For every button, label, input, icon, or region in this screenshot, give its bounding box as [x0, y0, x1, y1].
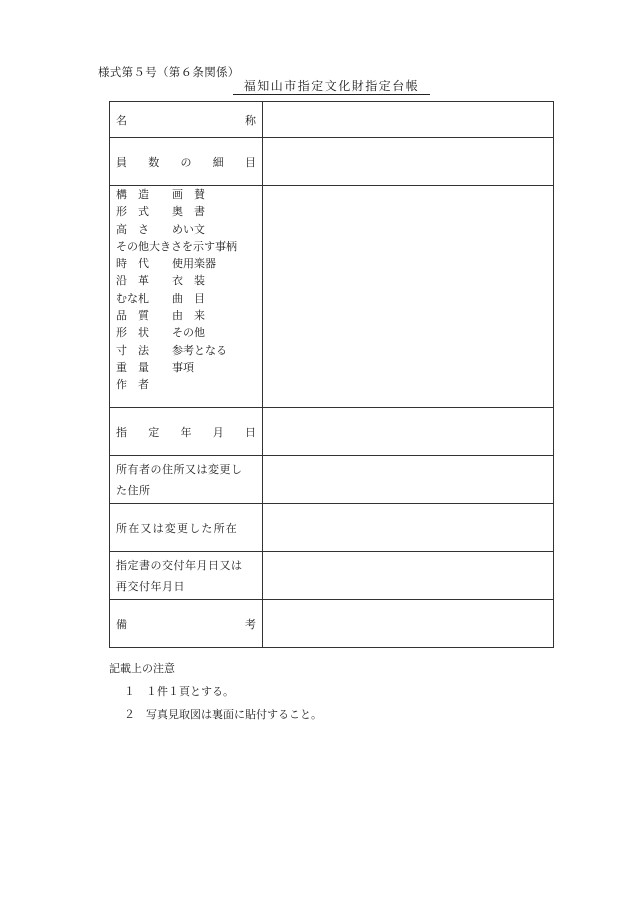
detail-item-secondary: 使用楽器	[172, 257, 216, 271]
row-location	[110, 504, 554, 552]
label-char: の	[180, 155, 192, 169]
value-count[interactable]	[263, 138, 554, 186]
detail-item-secondary: 事項	[172, 360, 194, 374]
note-text: 写真見取図は裏面に貼付すること。	[146, 708, 322, 721]
label-certificate-date	[110, 552, 263, 600]
label-char: 備	[116, 617, 127, 631]
label-name	[110, 102, 263, 138]
note-number: １	[124, 685, 135, 698]
label-char: 名	[116, 113, 127, 127]
value-name[interactable]	[263, 102, 554, 138]
detail-item-primary: むな札	[116, 291, 149, 305]
row-certificate-date	[110, 552, 554, 600]
detail-item-secondary: その他	[172, 326, 205, 340]
label-char: 目	[245, 155, 256, 169]
label-line: た住所	[116, 483, 151, 497]
label-char: 指	[116, 425, 127, 439]
label-remarks	[110, 600, 263, 648]
label-char: 細	[212, 155, 224, 169]
label-location	[110, 504, 263, 552]
detail-line	[116, 324, 256, 341]
detail-item-primary: 寸 法	[116, 343, 149, 357]
detail-item-primary: 作 者	[116, 378, 149, 392]
value-remarks[interactable]	[263, 600, 554, 648]
label-char: 考	[245, 617, 256, 631]
detail-item-primary: 時 代	[116, 257, 149, 271]
detail-item-primary: 高 さ	[116, 222, 149, 236]
note-item	[124, 706, 322, 722]
notes-heading: 記載上の注意	[109, 662, 175, 675]
row-count	[110, 138, 554, 186]
detail-line	[116, 255, 256, 272]
value-details[interactable]	[263, 186, 554, 408]
detail-item-secondary: 衣 装	[172, 274, 205, 288]
label-text: 所在又は変更した所在	[116, 521, 238, 535]
detail-line	[116, 272, 256, 289]
row-designation-date	[110, 408, 554, 456]
row-owner-address	[110, 456, 554, 504]
detail-item-primary: 沿 革	[116, 274, 149, 288]
label-designation-date	[110, 408, 263, 456]
detail-item-primary: 構 造	[116, 188, 149, 201]
detail-item-primary: 形 式	[116, 205, 149, 219]
detail-item-primary: 品 質	[116, 309, 149, 323]
label-char: 数	[148, 155, 160, 169]
detail-line	[116, 203, 256, 220]
detail-item-secondary: 曲 目	[172, 291, 205, 305]
detail-item-secondary: 参考となる	[172, 343, 227, 357]
detail-line	[116, 238, 256, 255]
detail-line	[116, 290, 256, 307]
label-details	[110, 186, 263, 408]
label-line: 所有者の住所又は変更し	[116, 462, 243, 476]
document-title: 福知山市指定文化財指定台帳	[233, 79, 430, 95]
label-owner-address	[110, 456, 263, 504]
label-char: 定	[148, 425, 160, 439]
value-location[interactable]	[263, 504, 554, 552]
label-count	[110, 138, 263, 186]
value-certificate-date[interactable]	[263, 552, 554, 600]
row-name	[110, 102, 554, 138]
detail-item-secondary: めい文	[172, 222, 205, 236]
detail-line	[116, 307, 256, 324]
detail-line	[116, 359, 256, 376]
row-details	[110, 186, 554, 408]
value-designation-date[interactable]	[263, 408, 554, 456]
detail-line	[116, 342, 256, 359]
label-char: 年	[180, 425, 192, 439]
register-table	[109, 101, 554, 648]
label-char: 称	[245, 113, 256, 127]
detail-item-secondary: 画 賛	[172, 188, 205, 201]
note-number: ２	[124, 708, 135, 721]
label-char: 員	[116, 155, 127, 169]
row-remarks	[110, 600, 554, 648]
detail-item-secondary: 由 来	[172, 309, 205, 323]
value-owner-address[interactable]	[263, 456, 554, 504]
note-text: １件１頁とする。	[146, 685, 234, 698]
detail-line	[116, 186, 256, 203]
label-line: 指定書の交付年月日又は	[116, 558, 243, 572]
detail-item-secondary: 奥 書	[172, 205, 205, 219]
label-char: 月	[212, 425, 224, 439]
note-item	[124, 683, 234, 699]
detail-item-primary: 重 量	[116, 360, 149, 374]
detail-item-primary: 形 状	[116, 326, 149, 340]
detail-item-primary: その他大きさを示す事柄	[116, 239, 237, 253]
detail-line	[116, 376, 256, 393]
form-number: 様式第５号（第６条関係）	[98, 65, 240, 79]
detail-line	[116, 221, 256, 238]
label-line: 再交付年月日	[116, 579, 185, 593]
label-char: 日	[245, 425, 256, 439]
